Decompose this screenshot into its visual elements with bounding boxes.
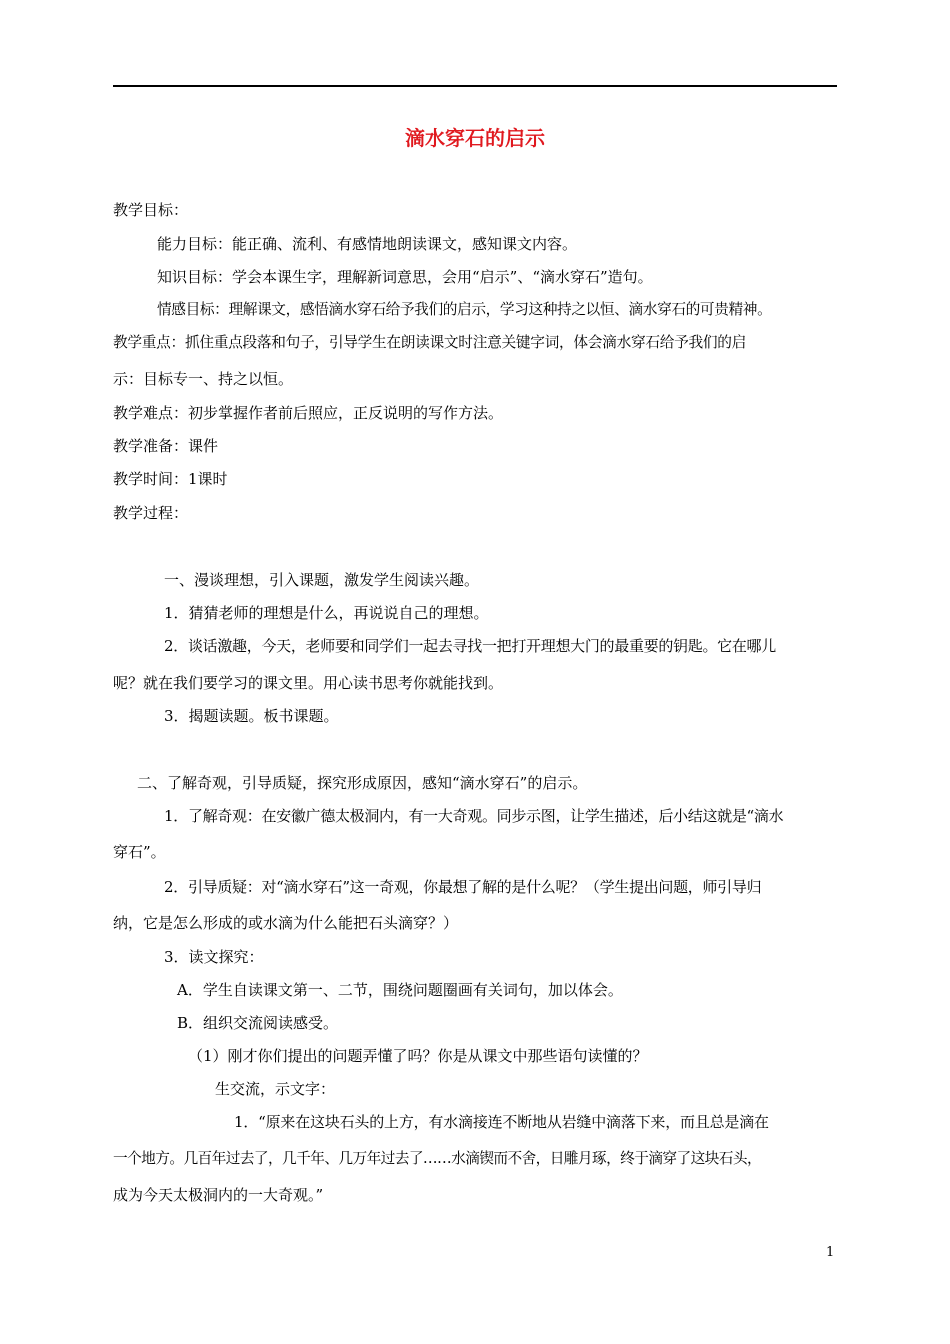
document-title: 滴水穿石的启示: [405, 126, 545, 150]
text-line: 教学时间：1课时: [113, 470, 228, 488]
text-line: 生交流，示文字：: [215, 1080, 336, 1098]
text-line: 一个地方。几百年过去了，几千年、几万年过去了……水滴锲而不舍，日雕月琢，终于滴穿了这块石头，: [113, 1150, 762, 1167]
text-line: 3．揭题读题。板书课题。: [164, 707, 339, 725]
text-line: A．学生自读课文第一、二节，围绕问题圈画有关词句，加以体会。: [177, 981, 623, 999]
text-line: 知识目标：学会本课生字，理解新词意思，会用“启示”、“滴水穿石”造句。: [157, 268, 653, 286]
text-line: 能力目标：能正确、流利、有感情地朗读课文，感知课文内容。: [157, 235, 578, 253]
text-line: 1．“原来在这块石头的上方，有水滴接连不断地从岩缝中滴落下来，而且总是滴在: [234, 1113, 769, 1131]
text-line: 1．了解奇观：在安徽广德太极洞内，有一大奇观。同步示图，让学生描述，后小结这就是“滴水: [164, 807, 784, 825]
text-line: 教学目标：: [113, 201, 189, 219]
text-line: 二、了解奇观，引导质疑，探究形成原因，感知“滴水穿石”的启示。: [137, 774, 588, 792]
text-line: 1．猜猜老师的理想是什么，再说说自己的理想。: [164, 604, 489, 622]
text-line: 示：目标专一、持之以恒。: [113, 370, 294, 388]
text-line: 2．谈话激趣，今天，老师要和同学们一起去寻找一把打开理想大门的最重要的钥匙。它在哪儿: [164, 637, 776, 655]
text-line: 情感目标：理解课文，感悟滴水穿石给予我们的启示，学习这种持之以恒、滴水穿石的可贵精神。: [157, 301, 772, 318]
text-line: 教学难点：初步掌握作者前后照应，正反说明的写作方法。: [113, 404, 504, 422]
text-line: 3．读文探究：: [164, 948, 264, 966]
text-line: 一、漫谈理想，引入课题，激发学生阅读兴趣。: [164, 571, 480, 589]
header-rule: [113, 85, 837, 87]
text-line: 穿石”。: [113, 843, 166, 861]
text-line: 教学过程：: [113, 504, 189, 522]
text-line: 2．引导质疑：对“滴水穿石”这一奇观，你最想了解的是什么呢？（学生提出问题，师引导归: [164, 878, 762, 896]
text-line: 教学重点：抓住重点段落和句子，引导学生在朗读课文时注意关键字词，体会滴水穿石给予我们的启: [113, 334, 747, 351]
text-line: 纳，它是怎么形成的或水滴为什么能把石头滴穿？）: [113, 914, 459, 932]
text-line: （1）刚才你们提出的问题弄懂了吗？你是从课文中那些语句读懂的？: [188, 1047, 648, 1065]
text-line: 呢？就在我们要学习的课文里。用心读书思考你就能找到。: [113, 674, 504, 692]
text-line: B．组织交流阅读感受。: [177, 1014, 339, 1032]
text-line: 教学准备：课件: [113, 437, 219, 455]
text-line: 成为今天太极洞内的一大奇观。”: [113, 1186, 324, 1204]
page-number: 1: [826, 1245, 835, 1260]
